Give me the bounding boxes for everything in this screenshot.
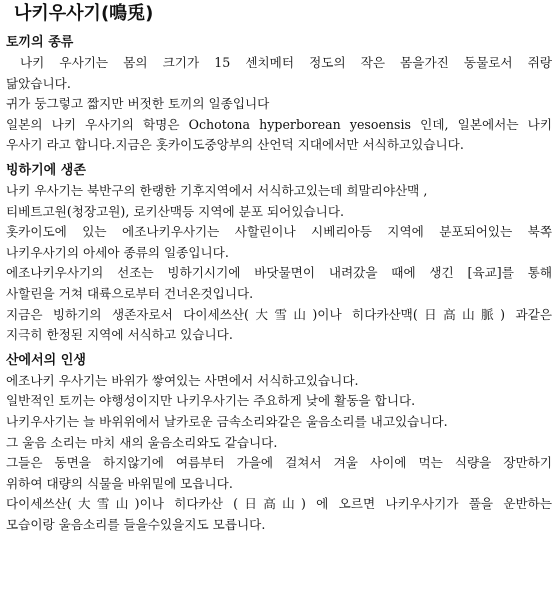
page-title: 나키우사기(鳴兎) [14, 3, 154, 24]
paragraph-line: 지극히 한정된 지역에 서식하고 있습니다. [6, 327, 233, 343]
paragraph-line: 일본의 나키 우사기의 학명은 Ochotona hyperborean yesoensis 인데, 일본에서는 나키 [6, 116, 552, 132]
paragraph-line: 나키우사기의 아세아 종류의 일종입니다. [6, 244, 229, 260]
paragraph-line: 그들은 동면을 하지않기에 여름부터 가을에 걸쳐서 겨울 사이에 먹는 식량을 장만하기 [6, 455, 552, 471]
paragraph-line: 에조나키우사기의 선조는 빙하기시기에 바닷물면이 내려갔을 때에 생긴 [육교]를 통해 [6, 265, 552, 281]
paragraph-line: 귀가 둥그렇고 짧지만 버젓한 토끼의 일종입니다 [6, 96, 270, 112]
paragraph-line: 모습이랑 울음소리를 들을수있을지도 모릅니다. [6, 516, 266, 532]
section-heading-2: 빙하기에 생존 [6, 162, 86, 178]
paragraph-line: 그 울음 소리는 마치 새의 울음소리와도 같습니다. [6, 434, 278, 450]
paragraph-line: 나키우사기는 늘 바위위에서 날카로운 금속소리와같은 울음소리를 내고있습니다. [6, 413, 448, 429]
paragraph-line: 티베트고원(청장고원), 로키산맥등 지역에 분포 되어있습니다. [6, 203, 344, 219]
paragraph-line: 일반적인 토끼는 야행성이지만 나키우사기는 주요하게 낮에 활동을 합니다. [6, 393, 416, 409]
section-heading-3: 산에서의 인생 [6, 352, 86, 368]
paragraph-line: 닮았습니다. [6, 75, 71, 91]
paragraph-line: 우사기 라고 합니다.지금은 홋카이도중앙부의 산언덕 지대에서만 서식하고있습니다. [6, 137, 464, 153]
paragraph-line: 지금은 빙하기의 생존자로서 다이세쓰산(大雪山)이나 히다카산맥(日高山脈) 과같은 [6, 306, 552, 322]
paragraph-line: 홋카이도에 있는 에조나키우사기는 사할린이나 시베리아등 지역에 분포되어있는 북쪽 [6, 224, 552, 240]
paragraph-line: 나키 우사기는 몸의 크기가 15 센치메터 정도의 작은 몸을가진 동물로서 쥐랑 [20, 55, 552, 70]
paragraph-line: 에조나키 우사기는 바위가 쌓여있는 사면에서 서식하고있습니다. [6, 372, 359, 388]
section-heading-1: 토끼의 종류 [6, 35, 74, 50]
paragraph-line: 위하여 대량의 식물을 바위밑에 모읍니다. [6, 475, 233, 491]
paragraph-line: 다이세쓰산(大雪山)이나 히다카산 (日高山) 에 오르면 나키우사기가 풀을 운반하는 [6, 496, 552, 512]
paragraph-line: 사할린을 거쳐 대륙으로부터 건너온것입니다. [6, 285, 254, 301]
paragraph-line: 나키 우사기는 북반구의 한랭한 기후지역에서 서식하고있는데 희말리야산맥 , [6, 182, 428, 198]
